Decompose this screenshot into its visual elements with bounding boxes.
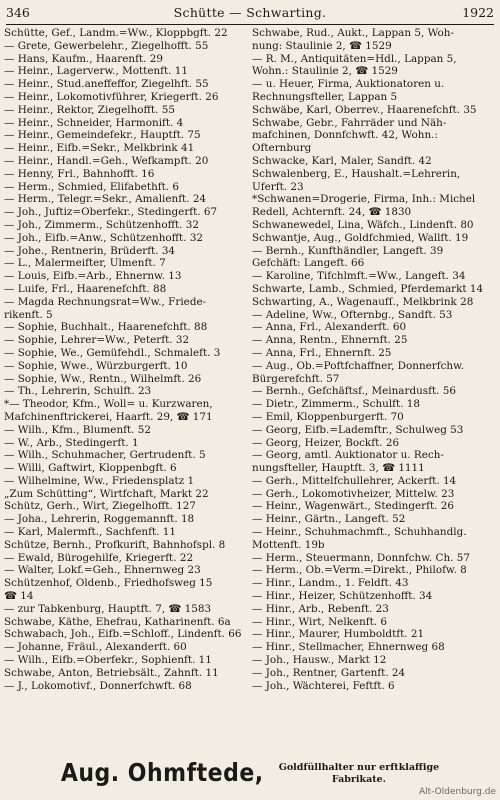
- directory-entry: Schwarting, A., Wagenaufſ., Melkbrink 28: [252, 295, 474, 308]
- directory-entry: — zur Tabkenburg, Hauptft. 7, ☎ 1583: [4, 602, 212, 615]
- directory-entry: Schwabe, Rud., Aukt., Lappan 5, Woh-: [252, 27, 455, 39]
- directory-entry: — Ewald, Bürogehilfe, Kriegerft. 22: [4, 551, 194, 564]
- directory-entry: — J., Lokomotivf., Donnerfchwft. 68: [4, 679, 192, 692]
- directory-entry: ☎ 14: [4, 590, 34, 603]
- page-header: [6, 3, 494, 23]
- directory-entry: — Gerh., Lokomotivheizer, Mittelw. 23: [252, 487, 455, 500]
- directory-entry: — Heinr., Schuhmachmft., Schuhhandlg.: [252, 526, 467, 539]
- directory-entry: — Sophie, Buchhalt., Haarenefchft. 88: [4, 321, 208, 334]
- directory-entry: — Wilhelmine, Ww., Friedensplatz 1: [4, 474, 195, 487]
- directory-entry: — Hinr., Heizer, Schützenhofft. 34: [252, 590, 433, 603]
- directory-entry: — Hinr., Arb., Rebenft. 23: [252, 602, 389, 615]
- directory-entry: — Heinr., Lagerverw., Mottenft. 11: [4, 65, 189, 78]
- directory-entry: Schwacke, Karl, Maler, Sandft. 42: [252, 154, 432, 167]
- year-label: 1922: [462, 5, 494, 20]
- directory-entry: — Hinr., Stellmacher, Ehnernweg 68: [252, 641, 445, 654]
- directory-entry: — Adeline, Ww., Ofternbg., Sandft. 53: [252, 308, 453, 321]
- directory-entry: — Joh., Wächterei, Feftft. 6: [252, 679, 395, 692]
- directory-entry: Schwäbe, Karl, Oberrev., Haarenefchft. 35: [252, 103, 477, 116]
- directory-entry: — Georg, Eifb.=Lademftr., Schulweg 53: [252, 423, 464, 436]
- watermark: Alt-Oldenburg.de: [418, 787, 496, 797]
- directory-entry: Schütte, Gef., Landm.=Ww., Kloppbgft. 22: [4, 27, 228, 39]
- directory-entry: — Wilh., Schuhmacher, Gertrudenft. 5: [4, 449, 206, 462]
- directory-entry: — Heinr., Handl.=Geh., Wefkampft. 20: [4, 154, 209, 167]
- directory-entry: — Sophie, We., Gemüfehdl., Schmaleft. 3: [4, 346, 221, 359]
- directory-entry: — Willi, Gaftwirt, Kloppenbgft. 6: [4, 462, 177, 475]
- directory-entry: — Heinr., Gemeindefekr., Hauptft. 75: [4, 129, 201, 142]
- directory-entry: — W., Arb., Stedingerft. 1: [4, 436, 139, 449]
- directory-entry: — Sophie, Ww., Rentn., Wilhelmft. 26: [4, 372, 202, 385]
- directory-entry: — Aug., Ob.=Poftfchaffner, Donnerfchw.: [252, 359, 465, 372]
- directory-entry: — Heinr., Schneider, Harmonift. 4: [4, 116, 184, 129]
- directory-entry: — Emil, Kloppenburgerft. 70: [252, 410, 404, 423]
- directory-entry: Ofternburg: [252, 142, 312, 155]
- ad-tagline: [279, 762, 439, 786]
- directory-entry: Gefchäft: Langeft. 66: [252, 257, 365, 270]
- directory-entry: — Wilh., Kfm., Blumenft. 52: [4, 423, 152, 436]
- directory-entry: — Herm., Ob.=Verm.=Direkt., Philofw. 8: [252, 564, 467, 577]
- directory-entry: — Bernh., Gefchäftsf., Meinardusft. 56: [252, 385, 456, 398]
- ad-tagline-line-2: Fabrikate.: [331, 773, 386, 785]
- directory-entry: Schwalenberg, E., Haushalt.=Lehrerin,: [252, 167, 461, 180]
- directory-entry: Uferft. 23: [252, 180, 304, 193]
- directory-entry: — Heinr., Eifb.=Sekr., Melkbrink 41: [4, 142, 195, 155]
- directory-entry: Schwabe, Anton, Betriebsält., Zahnft. 11: [4, 666, 219, 679]
- directory-entry: Redell, Achternft. 24, ☎ 1830: [252, 206, 412, 219]
- directory-entry: Schwabach, Joh., Eifb.=Schloff., Lindenft. 66: [4, 628, 242, 641]
- directory-entry: Rechnungsfteller, Lappan 5: [252, 90, 398, 103]
- ad-tagline-line-1: Goldfüllhalter nur erftklaffige: [278, 761, 440, 773]
- directory-entry: Bürgerefchft. 57: [252, 372, 340, 385]
- directory-entry: Mottenft. 19b: [252, 538, 325, 551]
- directory-entry: — Louis, Eifb.=Arb., Ehnernw. 13: [4, 270, 182, 283]
- directory-entry: — Heinr., Lokomotivführer, Kriegerft. 26: [4, 90, 219, 103]
- directory-entry: — Sophie, Wwe., Würzburgerft. 10: [4, 359, 188, 372]
- directory-entry: — Dietr., Zimmerm., Schulft. 18: [252, 398, 421, 411]
- directory-entry: — Hinr., Landm., 1. Feldft. 43: [252, 577, 409, 590]
- directory-entry: — Anna, Frl., Alexanderft. 60: [252, 321, 407, 334]
- directory-entry: — Johe., Rentnerin, Brüderft. 34: [4, 244, 176, 257]
- directory-entry: Wohn.: Staulinie 2, ☎ 1529: [252, 65, 398, 78]
- directory-entry: — Hinr., Maurer, Humboldtft. 21: [252, 628, 425, 641]
- running-title: Schütte — Schwarting.: [173, 5, 327, 20]
- directory-entry: — Grete, Gewerbelehr., Ziegelhofft. 55: [4, 39, 209, 52]
- directory-entry: — Joh., Rentner, Gartenft. 24: [252, 666, 406, 679]
- directory-entry: mafchinen, Donnfchwft. 42, Wohn.:: [252, 129, 438, 142]
- directory-entry: Schützenhof, Oldenb., Friedhofsweg 15: [4, 577, 213, 590]
- ad-brand: Aug. Ohmftede,: [60, 759, 264, 788]
- directory-entry: — Heinr., Stud.aneffeffor, Ziegelhft. 55: [4, 78, 209, 91]
- directory-entry: — Joh., Hausw., Markt 12: [252, 654, 387, 667]
- directory-entry: — Karl, Malermft., Sachfenft. 11: [4, 526, 176, 539]
- directory-entry: — Joha., Lehrerin, Roggemannft. 18: [4, 513, 195, 526]
- directory-entry: — u. Heuer, Firma, Auktionatoren u.: [252, 78, 445, 91]
- directory-entry: rikenft. 5: [4, 308, 53, 321]
- directory-entry: — Gerh., Mittelfchullehrer, Ackerft. 14: [252, 474, 457, 487]
- directory-entry: — Hinr., Wirt, Nelkenft. 6: [252, 615, 388, 628]
- directory-entry: — Heinr., Rektor, Ziegelhofft. 55: [4, 103, 175, 116]
- directory-entry: Schwabe, Käthe, Ehefrau, Katharinenft. 6a: [4, 615, 231, 628]
- directory-entry: — Herm., Telegr.=Sekr., Amalienft. 24: [4, 193, 207, 206]
- directory-entry: — Anna, Frl., Ehnernft. 25: [252, 346, 392, 359]
- directory-entry: „Zum Schütting“, Wirtfchaft, Markt 22: [4, 487, 209, 500]
- directory-entry: — L., Malermeifter, Ulmenft. 7: [4, 257, 166, 270]
- directory-entry: — R. M., Antiquitäten=Hdl., Lappan 5,: [252, 52, 457, 65]
- header-rule: [6, 24, 494, 25]
- directory-entry: nung: Staulinie 2, ☎ 1529: [252, 39, 392, 52]
- directory-entry: — Luife, Frl., Haarenefchft. 88: [4, 282, 167, 295]
- directory-entry: — Walter, Lokf.=Geh., Ehnernweg 23: [4, 564, 201, 577]
- directory-entry: Schwabe, Gebr., Fahrräder und Näh-: [252, 116, 447, 129]
- directory-entry: Schwantje, Aug., Goldfchmied, Wallft. 19: [252, 231, 469, 244]
- left-column: [4, 27, 250, 692]
- directory-entry: — Karoline, Tifchlmft.=Ww., Langeft. 34: [252, 270, 466, 283]
- directory-entry: — Georg, amtl. Auktionator u. Rech-: [252, 449, 444, 462]
- directory-entry: — Joh., Zimmerm., Schützenhofft. 32: [4, 218, 199, 231]
- directory-entry: — Heinr., Gärtn., Langeft. 52: [252, 513, 406, 526]
- directory-entry: — Henny, Frl., Bahnhofft. 16: [4, 167, 155, 180]
- right-column: [252, 27, 498, 692]
- directory-entry: — Magda Rechnungsrat=Ww., Friede-: [4, 295, 207, 308]
- directory-entry: — Johanne, Fräul., Alexanderft. 60: [4, 641, 187, 654]
- directory-entry: — Joh., Eifb.=Anw., Schützenhofft. 32: [4, 231, 204, 244]
- directory-entry: — Herm., Steuermann, Donnfchw. Ch. 57: [252, 551, 470, 564]
- directory-entry: — Anna, Rentn., Ehnernft. 25: [252, 334, 408, 347]
- directory-entry: — Bernh., Kunfthändler, Langeft. 39: [252, 244, 444, 257]
- directory-entry: Schwanewedel, Lina, Wäfch., Lindenft. 80: [252, 218, 474, 231]
- directory-entry: — Joh., Juftiz=Oberfekr., Stedingerft. 67: [4, 206, 218, 219]
- directory-entry: Schütz, Gerh., Wirt, Ziegelhofft. 127: [4, 500, 196, 513]
- directory-entry: — Th., Lehrerin, Schulft. 23: [4, 385, 152, 398]
- directory-entry: — Wilh., Eifb.=Oberfekr., Sophienft. 11: [4, 654, 212, 667]
- directory-entry: — Georg, Heizer, Bockft. 26: [252, 436, 400, 449]
- directory-entry: nungsfteller, Hauptft. 3, ☎ 1111: [252, 462, 425, 475]
- directory-entry: Mafchinenftrickerei, Haarft. 29, ☎ 171: [4, 410, 213, 423]
- directory-entry: — Herm., Schmied, Elifabethft. 6: [4, 180, 180, 193]
- directory-entry: Schütze, Bernh., Profkurift, Bahnhofspl. 8: [4, 538, 226, 551]
- directory-entry: — Hans, Kaufm., Haarenft. 29: [4, 52, 163, 65]
- directory-entry: — Heinr., Wagenwärt., Stedingerft. 26: [252, 500, 454, 513]
- directory-entry: *Schwanen=Drogerie, Firma, Inh.: Michel: [252, 193, 476, 206]
- directory-entry: — Sophie, Lehrer=Ww., Peterft. 32: [4, 334, 190, 347]
- directory-entry: Schwarte, Lamb., Schmied, Pferdemarkt 14: [252, 282, 484, 295]
- page-number-left: 346: [6, 5, 30, 20]
- directory-entry: *— Theodor, Kfm., Woll= u. Kurzwaren,: [4, 398, 213, 411]
